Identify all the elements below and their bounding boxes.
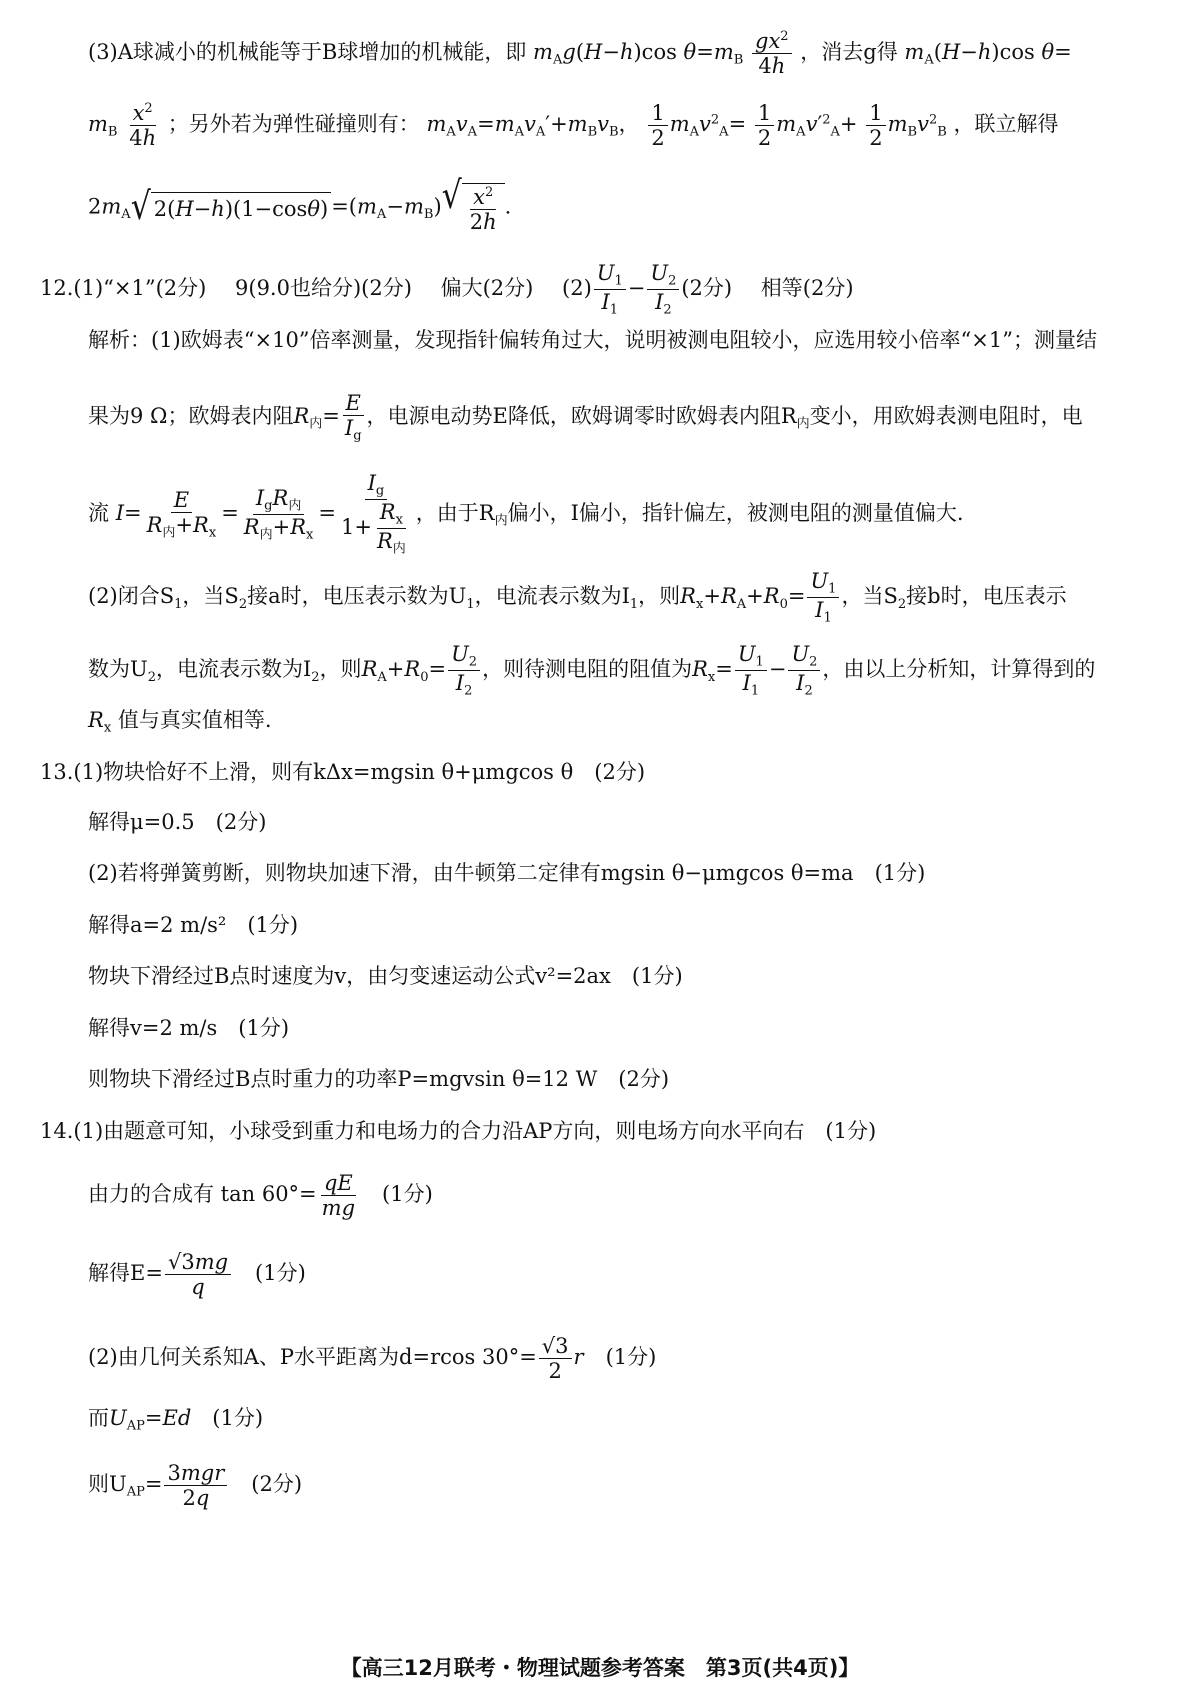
q14-line-3: 解得E= $\frac{√3mg}{q}$ (1分) [88,1250,306,1300]
q13-line-1: 13.(1)物块恰好不上滑，则有kΔx=mgsin θ+μmgcos θ (2分) [40,760,646,784]
q11-line-1: (3)A球减小的机械能等于B球增加的机械能，即 $m_Ag(H-h)\cos$ $\theta=m_B$ $\frac{gx^2}{4h}$ ，消去g得 $m_A(H-h)\cos$ θ= [88,29,1072,79]
q14-line-5: 而$U_{AP}=Ed$ (1分) [88,1406,264,1434]
q14-line-1: 14.(1)由题意可知，小球受到重力和电场力的合力沿AP方向，则电场方向水平向右 (1分) [40,1119,877,1143]
q12-analysis-line-1: 解析：(1)欧姆表“×10”倍率测量，发现指针偏转角过大，说明被测电阻较小，应选用较小倍率“×1”；测量结 [88,328,1097,352]
q12-part2-line-3: $R_x$ 值与真实值相等. [88,708,272,736]
q11-line-3: $2m_A$ √ 2( H − h )(1−cos θ ) $=(m_A-m_B)$ √ $\frac{x^2}{2h}$ . [88,174,512,235]
q14-line-6: 则$U_{AP}=$ $\frac{\text{3mgr}}{2q}$ (2分) [88,1461,303,1511]
q13-line-2: 解得μ=0.5 (2分) [88,810,267,834]
q13-line-6: 解得v=2 m/s (1分) [88,1016,290,1040]
q12-analysis-line-3: 流 I= $\frac{E}{R_内+R_x}$ = $\frac{I_gR_内}{R_内+R_x}$ = $I_g$ 1+ $\frac{R_x}{R_内}$ ，由于$R_内$偏小，I偏小，指针偏左，被测电阻的测量值偏大. [88,471,964,557]
q14-line-2: 由力的合成有 tan 60°= $\frac{qE}{mg}$ (1分) [88,1171,433,1221]
q13-line-7: 则物块下滑经过B点时重力的功率P=mgvsin θ=12 W (2分) [88,1067,670,1091]
q12-answer-line: 12.(1)“×1”(2分) 9(9.0也给分)(2分) 偏大(2分) (2) $\frac{U_1}{I_1}$ − $\frac{U_2}{I_2}$ (2分) 相等(2分) [40,261,854,318]
q14-line-4: (2)由几何关系知A、P水平距离为d=rcos 30°= $\frac{√3}{2}$ r (1分) [88,1334,657,1384]
q12-analysis-line-2: 果为9 Ω；欧姆表内阻$R_内=$ $\frac{E}{I_g}$ ，电源电动势E降低，欧姆调零时欧姆表内阻$R_内$变小，用欧姆表测电阻时，电 [88,391,1083,444]
q13-line-3: (2)若将弹簧剪断，则物块加速下滑，由牛顿第二定律有mgsin θ−μmgcos θ=ma (1分) [88,861,926,885]
q11-line-2: $m_B$ $\frac{x^2}{4h}$ ；另外若为弹性碰撞则有： $m_Av_A=m_Av_A'+m_Bv_B$， $\frac{1}{2}$ $m_Av^2_A=$ $\frac{1}{2}$ $m_Av'^2_A+$ $\frac{1}{2}$ $m_Bv^2_B$ ，联立解得 [88,101,1059,151]
q11-text: (3)A球减小的机械能等于B球增加的机械能，即 [88,40,527,65]
q12-part2-line-1: (2)闭合$S_1$，当$S_2$接a时，电压表示数为$U_1$，电流表示数为$I_1$，则$R_x+R_A+R_0=$ $\frac{U_1}{I_1}$ ，当$S_2$接b时，电压表示 [88,569,1067,626]
q13-line-5: 物块下滑经过B点时速度为v，由匀变速运动公式v²=2ax (1分) [88,964,683,988]
q13-line-4: 解得a=2 m/s² (1分) [88,913,299,937]
page-footer: 【高三12月联考・物理试题参考答案 第3页(共4页)】 [340,1656,860,1680]
q12-part2-line-2: 数为$U_2$，电流表示数为$I_2$，则$R_A+R_0=$ $\frac{U_2}{I_2}$ ，则待测电阻的阻值为$R_x=$ $\frac{U_1}{I_1}$ − $\frac{U_2}{I_2}$ ，由以上分析知，计算得到的 [88,642,1096,699]
